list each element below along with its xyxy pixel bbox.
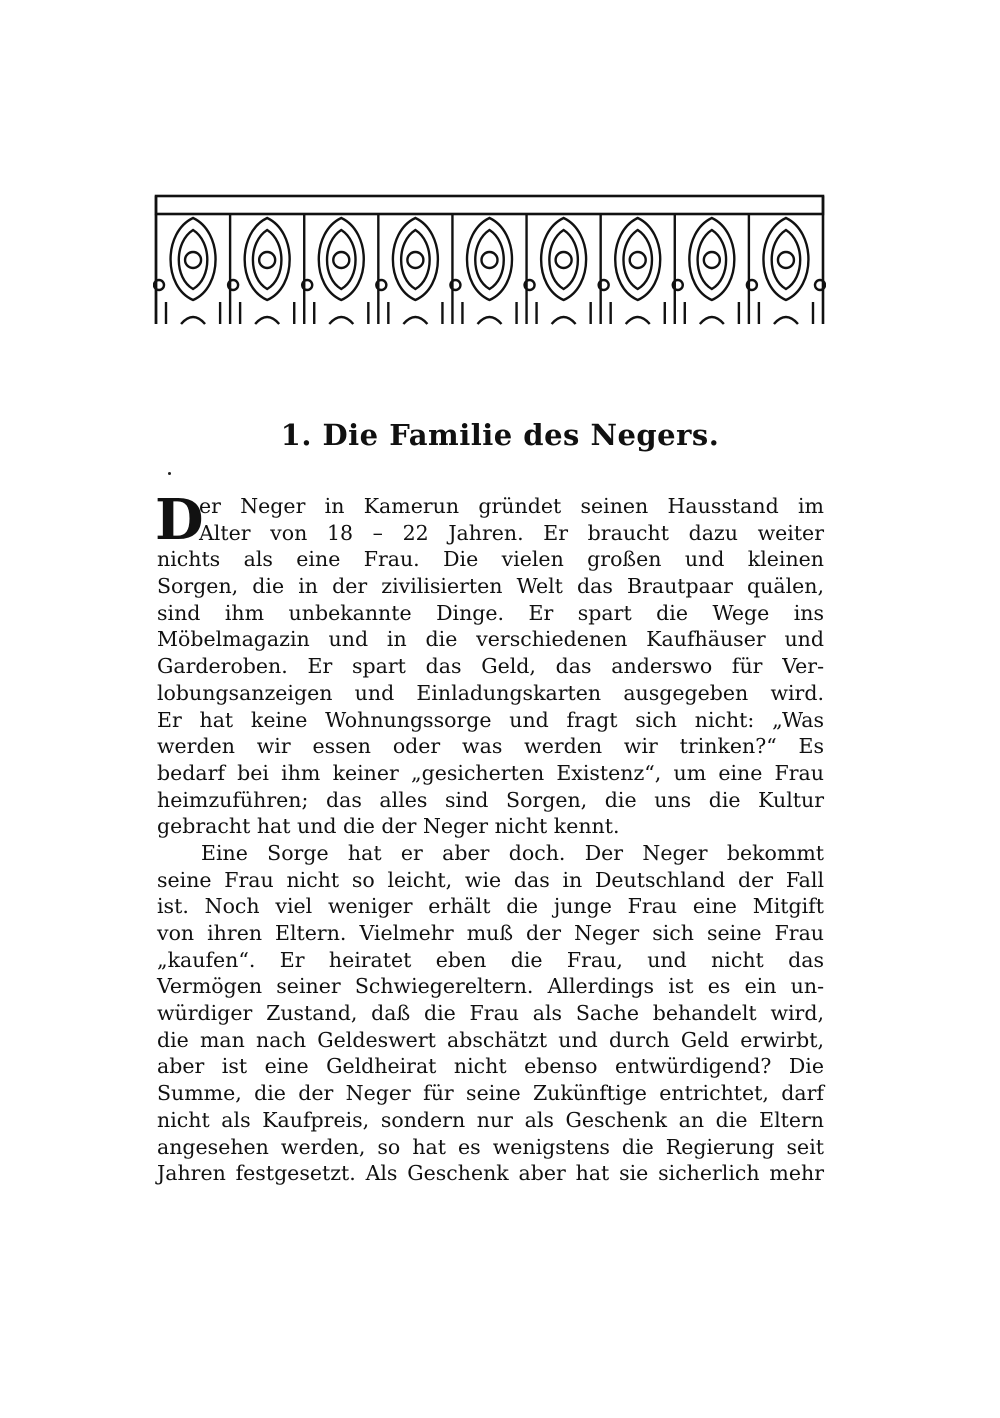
- decorative-header-ornament: [153, 192, 826, 330]
- ornament-stroke: [700, 317, 724, 324]
- text-line-19: Vermögen seiner Schwiegereltern. Allerdings ist es ein un-: [157, 974, 824, 999]
- text-line-5: sind ihm unbekannte Dinge. Er spart die Wege ins: [157, 600, 824, 625]
- ornament-stroke: [482, 252, 498, 268]
- ornament-stroke: [630, 252, 646, 268]
- ornament-stroke: [774, 317, 798, 324]
- text-line-10: werden wir essen oder was werden wir trinken?“ Es: [157, 734, 824, 759]
- text-line-14: Eine Sorge hat er aber doch. Der Neger bekommt: [201, 840, 824, 865]
- text-line-15: seine Frau nicht so leicht, wie das in Deutschland der Fall: [157, 867, 824, 892]
- ornament-stroke: [698, 230, 727, 289]
- ornament-stroke: [255, 317, 279, 324]
- text-line-26: Jahren festgesetzt. Als Geschenk aber hat sie sicherlich mehr: [157, 1161, 824, 1186]
- ornament-stroke: [329, 317, 353, 324]
- ornament-stroke: [181, 317, 205, 324]
- text-line-11: bedarf bei ihm keiner „gesicherten Existenz“, um eine Frau: [157, 760, 824, 785]
- ornament-stroke: [623, 230, 652, 289]
- text-line-17: von ihren Eltern. Vielmehr muß der Neger sich seine Frau: [157, 921, 824, 945]
- body-text: [155, 487, 824, 1187]
- text-line-22: aber ist eine Geldheirat nicht ebenso entwürdigend? Die: [157, 1054, 824, 1079]
- text-line-18: „kaufen“. Er heiratet eben die Frau, und nicht das: [157, 947, 824, 972]
- text-line-21: die man nach Geldeswert abschätzt und durch Geld erwirbt,: [157, 1027, 824, 1052]
- ornament-stroke: [327, 230, 356, 289]
- text-line-23: Summe, die der Neger für seine Zukünftige entrichtet, darf: [157, 1081, 824, 1106]
- text-line-9: Er hat keine Wohnungssorge und fragt sich nicht: „Was: [157, 707, 824, 732]
- text-line-25: angesehen werden, so hat es wenigstens die Regierung seit: [157, 1134, 824, 1159]
- ornament-stroke: [556, 252, 572, 268]
- text-line-3: nichts als eine Frau. Die vielen großen und kleinen: [157, 547, 824, 572]
- ornament-stroke: [179, 230, 208, 289]
- ornament-stroke: [549, 230, 578, 289]
- ornament-stroke: [626, 317, 650, 324]
- ornament-stroke: [401, 230, 430, 289]
- stray-ink-dot: [168, 472, 171, 475]
- chapter-title: 1. Die Familie des Negers.: [280, 418, 720, 452]
- ornament-stroke: [403, 317, 427, 324]
- text-line-6: Möbelmagazin und in die verschiedenen Kaufhäuser und: [157, 627, 824, 652]
- text-line-13: gebracht hat und die der Neger nicht kennt.: [157, 814, 620, 839]
- ornament-stroke: [552, 317, 576, 324]
- ornament-stroke: [407, 252, 423, 268]
- ornament-stroke: [185, 252, 201, 268]
- text-line-12: heimzuführen; das alles sind Sorgen, die uns die Kultur: [157, 787, 824, 812]
- ornament-stroke: [778, 252, 794, 268]
- text-line-20: würdiger Zustand, daß die Frau als Sache behandelt wird,: [157, 1001, 824, 1026]
- text-line-4: Sorgen, die in der zivilisierten Welt das Brautpaar quälen,: [157, 574, 824, 599]
- drop-cap: D: [155, 487, 204, 553]
- text-line-7: Garderoben. Er spart das Geld, das anderswo für Ver-: [157, 654, 824, 679]
- ornament-stroke: [333, 252, 349, 268]
- text-line-16: ist. Noch viel weniger erhält die junge Frau eine Mitgift: [157, 894, 824, 919]
- text-line-1: er Neger in Kamerun gründet seinen Hausstand im: [199, 494, 824, 518]
- ornament-stroke: [772, 230, 801, 289]
- ornament-stroke: [475, 230, 504, 289]
- text-line-8: lobungsanzeigen und Einladungskarten ausgegeben wird.: [157, 680, 824, 705]
- text-line-2: Alter von 18 – 22 Jahren. Er braucht dazu weiter: [199, 520, 824, 545]
- text-line-24: nicht als Kaufpreis, sondern nur als Geschenk an die Eltern: [157, 1107, 824, 1132]
- ornament-stroke: [253, 230, 282, 289]
- ornament-stroke: [704, 252, 720, 268]
- ornament-stroke: [259, 252, 275, 268]
- ornament-stroke: [478, 317, 502, 324]
